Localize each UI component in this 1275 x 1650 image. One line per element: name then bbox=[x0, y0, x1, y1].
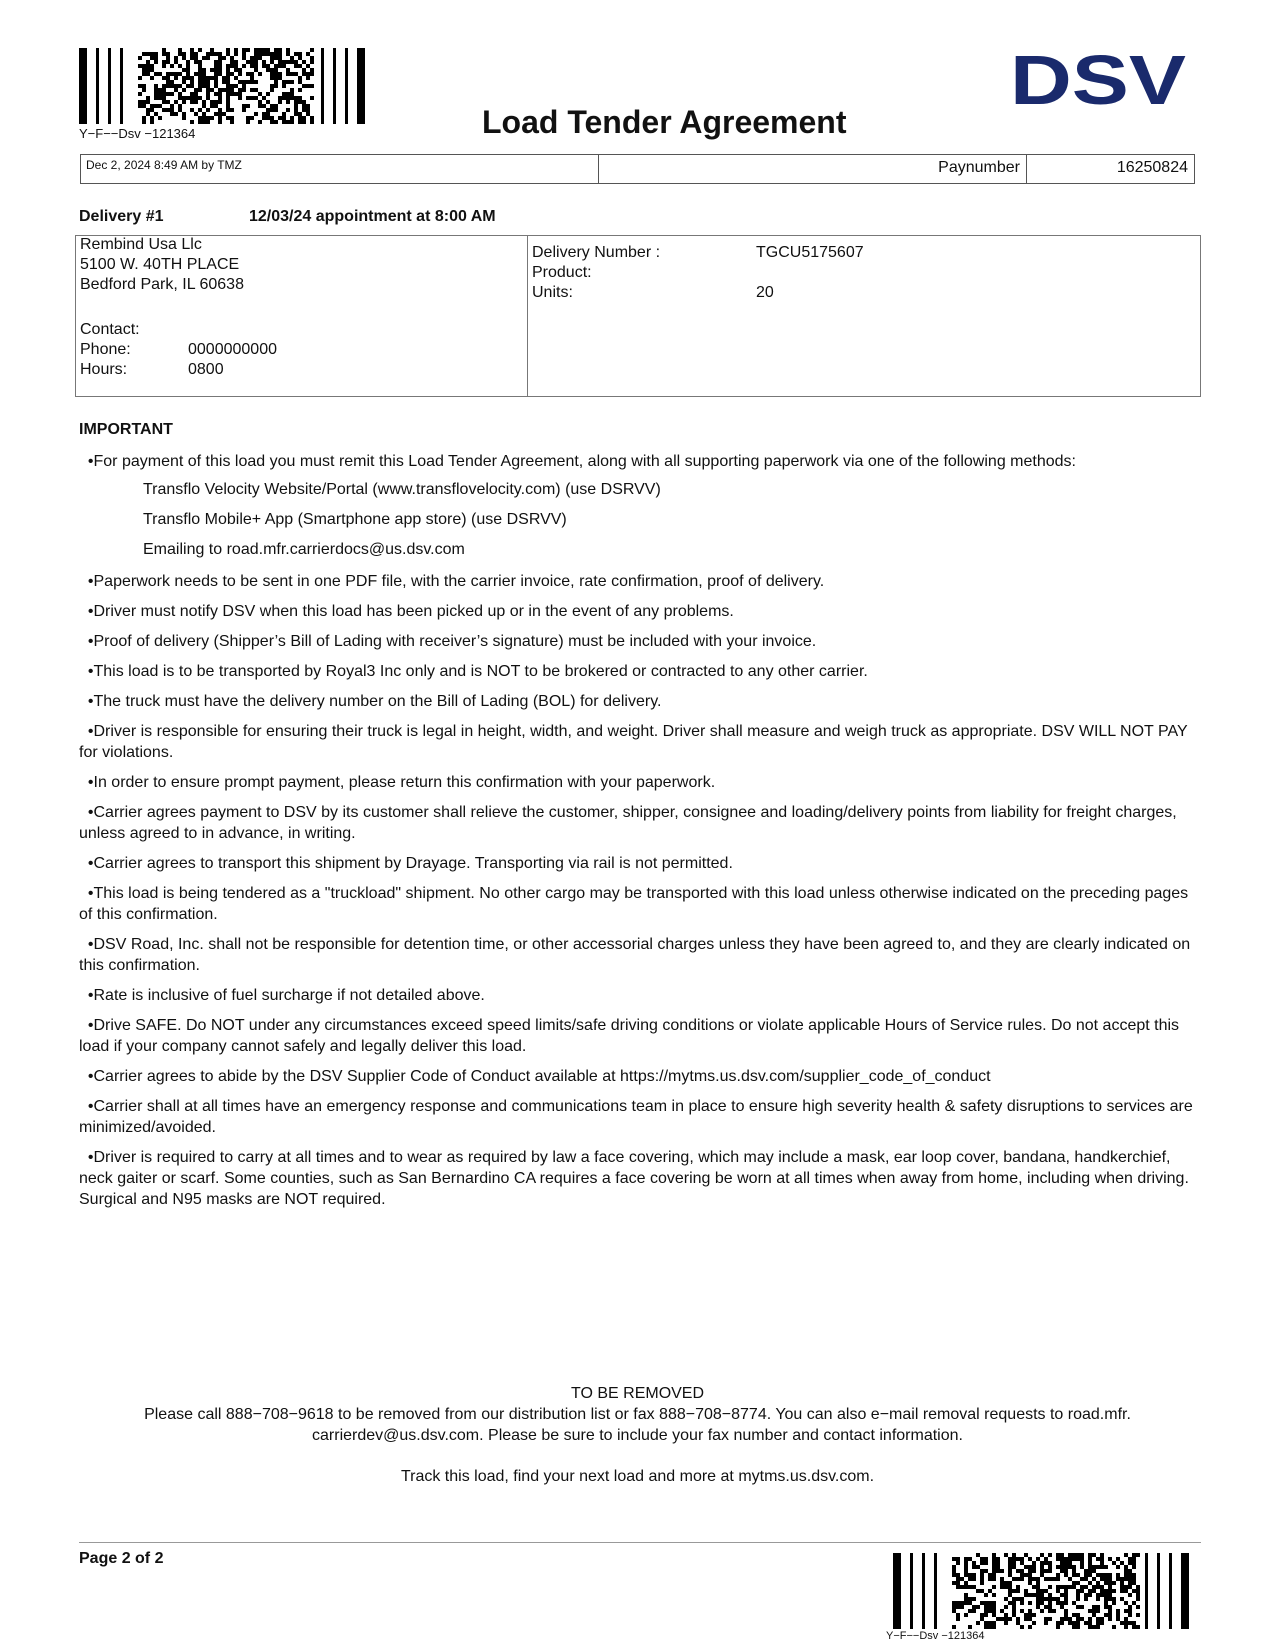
bullet-text: DSV Road, Inc. shall not be responsible for detention time, or other accessorial charges unless they have been agreed to, and they are clearly indicated on this confirmation. bbox=[79, 936, 1191, 974]
units-label: Units: bbox=[532, 284, 573, 301]
bullet-item: •Proof of delivery (Shipper’s Bill of Lading with receiver’s signature) must be included with your invoice. bbox=[79, 633, 817, 650]
created-info: Dec 2, 2024 8:49 AM by TMZ bbox=[81, 155, 599, 183]
bullet-text: Paperwork needs to be sent in one PDF file, with the carrier invoice, rate confirmation, proof of delivery. bbox=[93, 573, 825, 590]
bullet-text: Carrier agrees payment to DSV by its customer shall relieve the customer, shipper, consignee and loading/delivery points from liability for freight charges, unless agreed to in advance, in writing. bbox=[79, 804, 1177, 842]
bullet-text: This load is to be transported by Royal3 Inc only and is NOT to be brokered or contracted to any other carrier. bbox=[93, 663, 868, 680]
bullet-item: •Carrier shall at all times have an emergency response and communications team in place to ensure high severity health & safety disruptions to services are minimized/avoided. bbox=[79, 1098, 1193, 1136]
delivery-box bbox=[75, 235, 1201, 397]
important-heading: IMPORTANT bbox=[79, 421, 173, 438]
bullet-item: •Carrier agrees to abide by the DSV Supplier Code of Conduct available at https://mytms.us.dsv.com/supplier_code_of_conduct bbox=[79, 1068, 991, 1085]
bullet-text: Driver must notify DSV when this load has been picked up or in the event of any problems. bbox=[93, 603, 734, 620]
product-label: Product: bbox=[532, 264, 592, 281]
address-line-2: Bedford Park, IL 60638 bbox=[80, 276, 244, 293]
svg-text:DSV: DSV bbox=[1010, 52, 1186, 108]
appointment: 12/03/24 appointment at 8:00 AM bbox=[249, 208, 496, 225]
barcode-bottom bbox=[893, 1553, 1193, 1629]
header-table bbox=[80, 154, 1195, 184]
company-name: Rembind Usa Llc bbox=[80, 236, 202, 253]
phone-value: 0000000000 bbox=[188, 341, 277, 358]
bullet-item: •Rate is inclusive of fuel surcharge if not detailed above. bbox=[79, 987, 485, 1004]
track-line: Track this load, find your next load and more at mytms.us.dsv.com. bbox=[400, 1468, 875, 1485]
delivery-number-value: TGCU5175607 bbox=[756, 244, 864, 261]
bullet-text: This load is being tendered as a "truckload" shipment. No other cargo may be transported with this load unless otherwise indicated on the preceding pages of this confirmation. bbox=[79, 885, 1189, 923]
bullet-text: Carrier shall at all times have an emergency response and communications team in place to ensure high severity health & safety disruptions to services are minimized/avoided. bbox=[79, 1098, 1193, 1136]
removal-line-1: Please call 888−708−9618 to be removed from our distribution list or fax 888−708−8774. You can also e−mail removal requests to road.mfr. bbox=[144, 1406, 1131, 1423]
consignee-panel bbox=[76, 236, 528, 396]
barcode-top bbox=[79, 48, 369, 124]
bullet-item: •Driver is responsible for ensuring their truck is legal in height, width, and weight. Driver shall measure and weigh truck as appropriate. DSV WILL NOT PAY for violations. bbox=[79, 723, 1188, 761]
bullet-item: •Paperwork needs to be sent in one PDF file, with the carrier invoice, rate confirmation, proof of delivery. bbox=[79, 573, 825, 590]
delivery-heading bbox=[79, 208, 496, 226]
bullet-item: •Driver is required to carry at all times and to wear as required by law a face covering, which may include a mask, ear loop cover, bandana, handkerchief, neck gaiter or scarf. Some counties, such as San Bernardino CA requires a face covering be worn at all times when away from home, including when driving. Surgical and N95 masks are NOT required. bbox=[79, 1149, 1189, 1208]
barcode-id-bottom: Y−F−−Dsv −121364 bbox=[886, 1630, 985, 1642]
barcode-id-top: Y−F−−Dsv −121364 bbox=[79, 126, 196, 141]
hours-label: Hours: bbox=[80, 361, 128, 378]
bullet-item: •The truck must have the delivery number on the Bill of Lading (BOL) for delivery. bbox=[79, 693, 662, 710]
units-value: 20 bbox=[756, 284, 774, 301]
bullet-text: The truck must have the delivery number on the Bill of Lading (BOL) for delivery. bbox=[93, 693, 662, 710]
bullet-text: Driver is required to carry at all times and to wear as required by law a face covering, which may include a mask, ear loop cover, bandana, handkerchief, neck gaiter or scarf. Some counties, such as San Bernardino CA requires a face covering be worn at all times when away from home, including when driving. Surgical and N95 masks are NOT required. bbox=[79, 1149, 1189, 1208]
removal-line-2: carrierdev@us.dsv.com. Please be sure to include your fax number and contact information. bbox=[312, 1427, 963, 1444]
bullet-text: In order to ensure prompt payment, please return this confirmation with your paperwork. bbox=[93, 774, 716, 791]
bullet-text: Carrier agrees to abide by the DSV Supplier Code of Conduct available at https://mytms.us.dsv.com/supplier_code_of_conduct bbox=[93, 1068, 991, 1085]
contact-label: Contact: bbox=[80, 321, 140, 338]
bullet-text: Proof of delivery (Shipper’s Bill of Lading with receiver’s signature) must be included with your invoice. bbox=[93, 633, 817, 650]
address-line-1: 5100 W. 40TH PLACE bbox=[80, 256, 240, 273]
removal-title: TO BE REMOVED bbox=[570, 1385, 705, 1402]
bullet-item: •Driver must notify DSV when this load has been picked up or in the event of any problems. bbox=[79, 603, 734, 620]
method-2: Transflo Mobile+ App (Smartphone app store) (use DSRVV) bbox=[143, 511, 567, 528]
bullet-item: •Carrier agrees to transport this shipment by Drayage. Transporting via rail is not permitted. bbox=[79, 855, 733, 872]
paynumber-value: 16250824 bbox=[1116, 159, 1188, 176]
bullet-item: •Drive SAFE. Do NOT under any circumstances exceed speed limits/safe driving conditions or violate applicable Hours of Service rules. Do not accept this load if your company cannot safely and legally deliver this load. bbox=[79, 1017, 1180, 1055]
payment-text: For payment of this load you must remit this Load Tender Agreement, along with all supporting paperwork via one of the following methods: bbox=[93, 453, 1076, 470]
payment-bullet: •For payment of this load you must remit this Load Tender Agreement, along with all supporting paperwork via one of the following methods: bbox=[79, 453, 1076, 470]
bullet-text: Rate is inclusive of fuel surcharge if not detailed above. bbox=[93, 987, 485, 1004]
phone-label: Phone: bbox=[80, 341, 131, 358]
paynumber-label: Paynumber bbox=[599, 155, 1027, 183]
page-title: Load Tender Agreement bbox=[482, 104, 847, 140]
bullet-item: •In order to ensure prompt payment, please return this confirmation with your paperwork. bbox=[79, 774, 716, 791]
method-3: Emailing to road.mfr.carrierdocs@us.dsv.com bbox=[143, 541, 465, 558]
bullet-item: •Carrier agrees payment to DSV by its customer shall relieve the customer, shipper, consignee and loading/delivery points from liability for freight charges, unless agreed to in advance, in writing. bbox=[79, 804, 1177, 842]
bullet-item: •DSV Road, Inc. shall not be responsible for detention time, or other accessorial charges unless they have been agreed to, and they are clearly indicated on this confirmation. bbox=[79, 936, 1191, 974]
bullet-item: •This load is being tendered as a "truckload" shipment. No other cargo may be transported with this load unless otherwise indicated on the preceding pages of this confirmation. bbox=[79, 885, 1189, 923]
bullet-item: •This load is to be transported by Royal3 Inc only and is NOT to be brokered or contracted to any other carrier. bbox=[79, 663, 868, 680]
bullet-text: Drive SAFE. Do NOT under any circumstances exceed speed limits/safe driving conditions or violate applicable Hours of Service rules. Do not accept this load if your company cannot safely and legally deliver this load. bbox=[79, 1017, 1180, 1055]
bullet-text: Driver is responsible for ensuring their truck is legal in height, width, and weight. Driver shall measure and weigh truck as appropriate. DSV WILL NOT PAY for violations. bbox=[79, 723, 1188, 761]
method-1: Transflo Velocity Website/Portal (www.transflovelocity.com) (use DSRVV) bbox=[143, 481, 661, 498]
footer-divider bbox=[79, 1542, 1201, 1543]
delivery-number-label: Delivery Number : bbox=[532, 244, 661, 261]
dsv-logo bbox=[1010, 52, 1186, 108]
hours-value: 0800 bbox=[188, 361, 224, 378]
bullet-text: Carrier agrees to transport this shipment by Drayage. Transporting via rail is not permitted. bbox=[93, 855, 733, 872]
delivery-number-heading: Delivery #1 bbox=[79, 208, 164, 225]
page-number: Page 2 of 2 bbox=[79, 1550, 164, 1567]
